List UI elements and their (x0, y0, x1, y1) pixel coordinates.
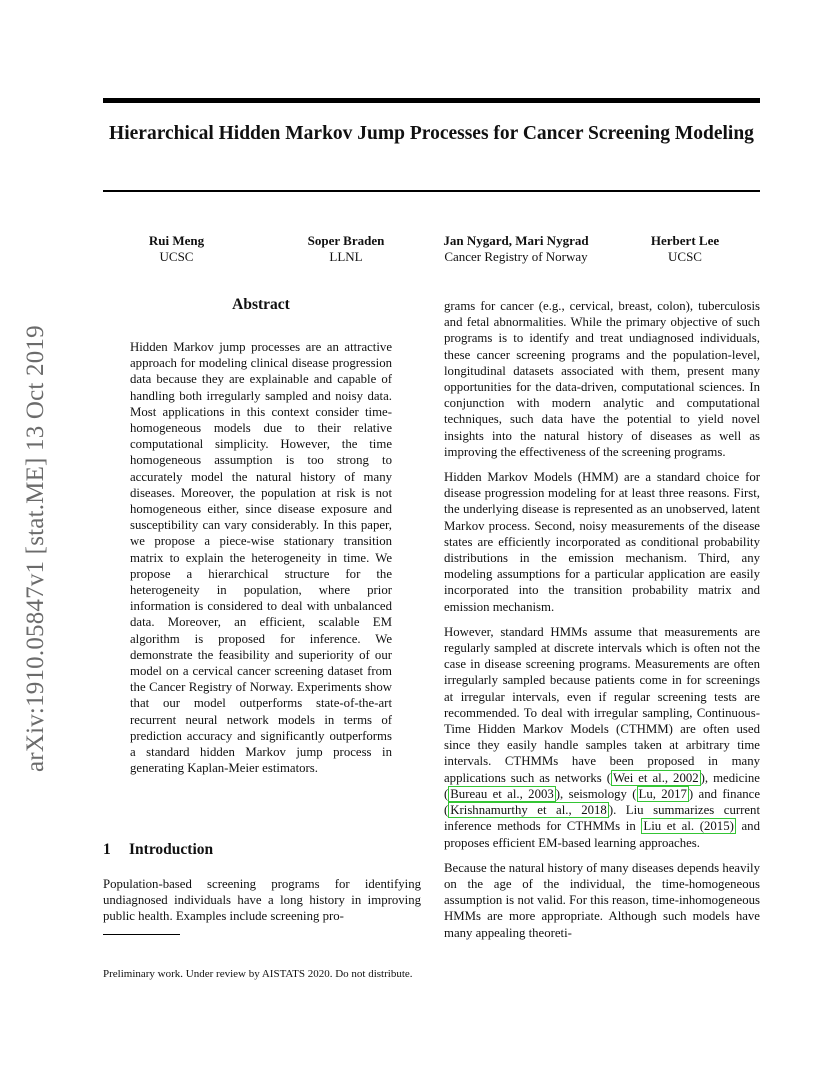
section-number: 1 (103, 841, 111, 858)
citation-link[interactable]: Wei et al., 2002 (613, 770, 699, 785)
arxiv-stamp: arXiv:1910.05847v1 [stat.ME] 13 Oct 2019 (22, 325, 49, 772)
author-2 (291, 233, 401, 265)
title-rule-top (103, 98, 760, 103)
section-heading (103, 841, 213, 859)
author-3 (421, 233, 611, 265)
author-4 (631, 233, 739, 265)
author-block (103, 233, 760, 273)
section-title: Introduction (129, 841, 214, 858)
author-name: Herbert Lee (650, 233, 720, 248)
text-run: ), medicine ( (444, 770, 760, 801)
citation-link[interactable]: Bureau et al., 2003 (450, 786, 554, 801)
text-run: ). Liu summarizes current inference methods for CTHMMs in (444, 803, 760, 834)
paper-title: Hierarchical Hidden Markov Jump Processes for Cancer Screening Modeling (109, 123, 754, 144)
text-run: ) and finance ( (444, 786, 761, 818)
abstract-heading: Abstract (232, 296, 290, 313)
citation-link[interactable]: Liu et al. (2015) (643, 819, 734, 834)
text-run: However, standard HMMs assume that measurements are regularly sampled at discrete intervals which is often not the case in disease screening programs. Measurements are often irregularly sampled because patients come in for screenings at irregular intervals, even if regular screening tests are recommended. To deal with irregular sampling, Continuous-Time Hidden Markov Models (CTHMM) are often used since they easily handle samples taken at arbitrary time intervals. CTHMMs have been proposed in many applications such as networks ( (444, 624, 760, 785)
intro-paragraph: Population-based screening programs for identifying undiagnosed individuals have a long history in improving public health. Examples include screening pro- (103, 877, 421, 924)
paragraph-hmm: Hidden Markov Models (HMM) are a standard choice for disease progression modeling for at least three reasons. First, the underlying disease is represented as an unobserved, latent Markov process. Second, noisy measurements of the disease states are efficiently incorporated as conditional probability distributions in the emission mechanism. Third, any modeling assumptions for a particular application are easily incorporated into the transition probability matrix and emission mechanism. (444, 470, 760, 614)
author-affiliation: Cancer Registry of Norway (444, 249, 588, 264)
author-name: Soper Braden (307, 233, 385, 248)
author-name: Jan Nygard, Mari Nygrad (443, 233, 589, 248)
author-affiliation: LLNL (329, 249, 363, 264)
citation-link[interactable]: Lu, 2017 (638, 786, 687, 801)
paragraph-screening: grams for cancer (e.g., cervical, breast, colon), tuberculosis and fetal abnormalities. While the primary objective of such programs is to identify and treat undiagnosed individuals, these cancer screening programs and the population-level, longitudinal datasets associated with them, present many opportunities for the data-driven, computational sciences. In conjunction with modern analytic and computational techniques, such data have the potential to yield novel insights into the natural history of diseases as well as improving the effectiveness of the screening programs. (444, 299, 760, 459)
text-run: ), seismology ( (555, 786, 637, 801)
author-affiliation: UCSC (159, 249, 194, 264)
citation-link[interactable]: Krishnamurthy et al., 2018 (450, 803, 607, 818)
abstract-text: Hidden Markov jump processes are an attractive approach for modeling clinical disease progression data because they are explainable and capable of handling both irregularly sampled and noisy data. Most applications in this context consider time-homogeneous models due to their relative computational simplicity. However, the time homogeneous assumption is too strong to accurately model the natural history of many diseases. Moreover, the population at risk is not homogeneous either, since disease exposure and susceptibility can vary considerably. In this paper, we propose a piece-wise stationary transition matrix to explain the heterogeneity in time. We propose a hierarchical structure for the heterogeneity in population, where prior information is considered to deal with unbalanced data. Moreover, an efficient, scalable EM algorithm is proposed for inference. We demonstrate the feasibility and superiority of our model on a cervical cancer screening dataset from the Cancer Registry of Norway. Experiments show that our model outperforms state-of-the-art recurrent neural network models in terms of prediction accuracy and significantly outperforms a standard hidden Markov jump process in generating Kaplan-Meier estimators. (130, 340, 392, 776)
title-rule-bottom (103, 190, 760, 192)
paragraph-inhomogeneous: Because the natural history of many diseases depends heavily on the age of the individual, the time-homogeneous assumption is not valid. For this reason, time-inhomogeneous HMMs are more appropriate. Although such models have many appealing theoreti- (444, 860, 760, 940)
right-column (444, 298, 760, 950)
author-affiliation: UCSC (668, 249, 702, 264)
author-name: Rui Meng (148, 233, 205, 248)
text-run: and proposes efficient EM-based learning approaches. (444, 819, 760, 850)
author-1 (129, 233, 224, 265)
paragraph-cthmm (444, 624, 760, 851)
footnote: Preliminary work. Under review by AISTATS 2020. Do not distribute. (103, 968, 413, 980)
footnote-rule (103, 934, 180, 935)
